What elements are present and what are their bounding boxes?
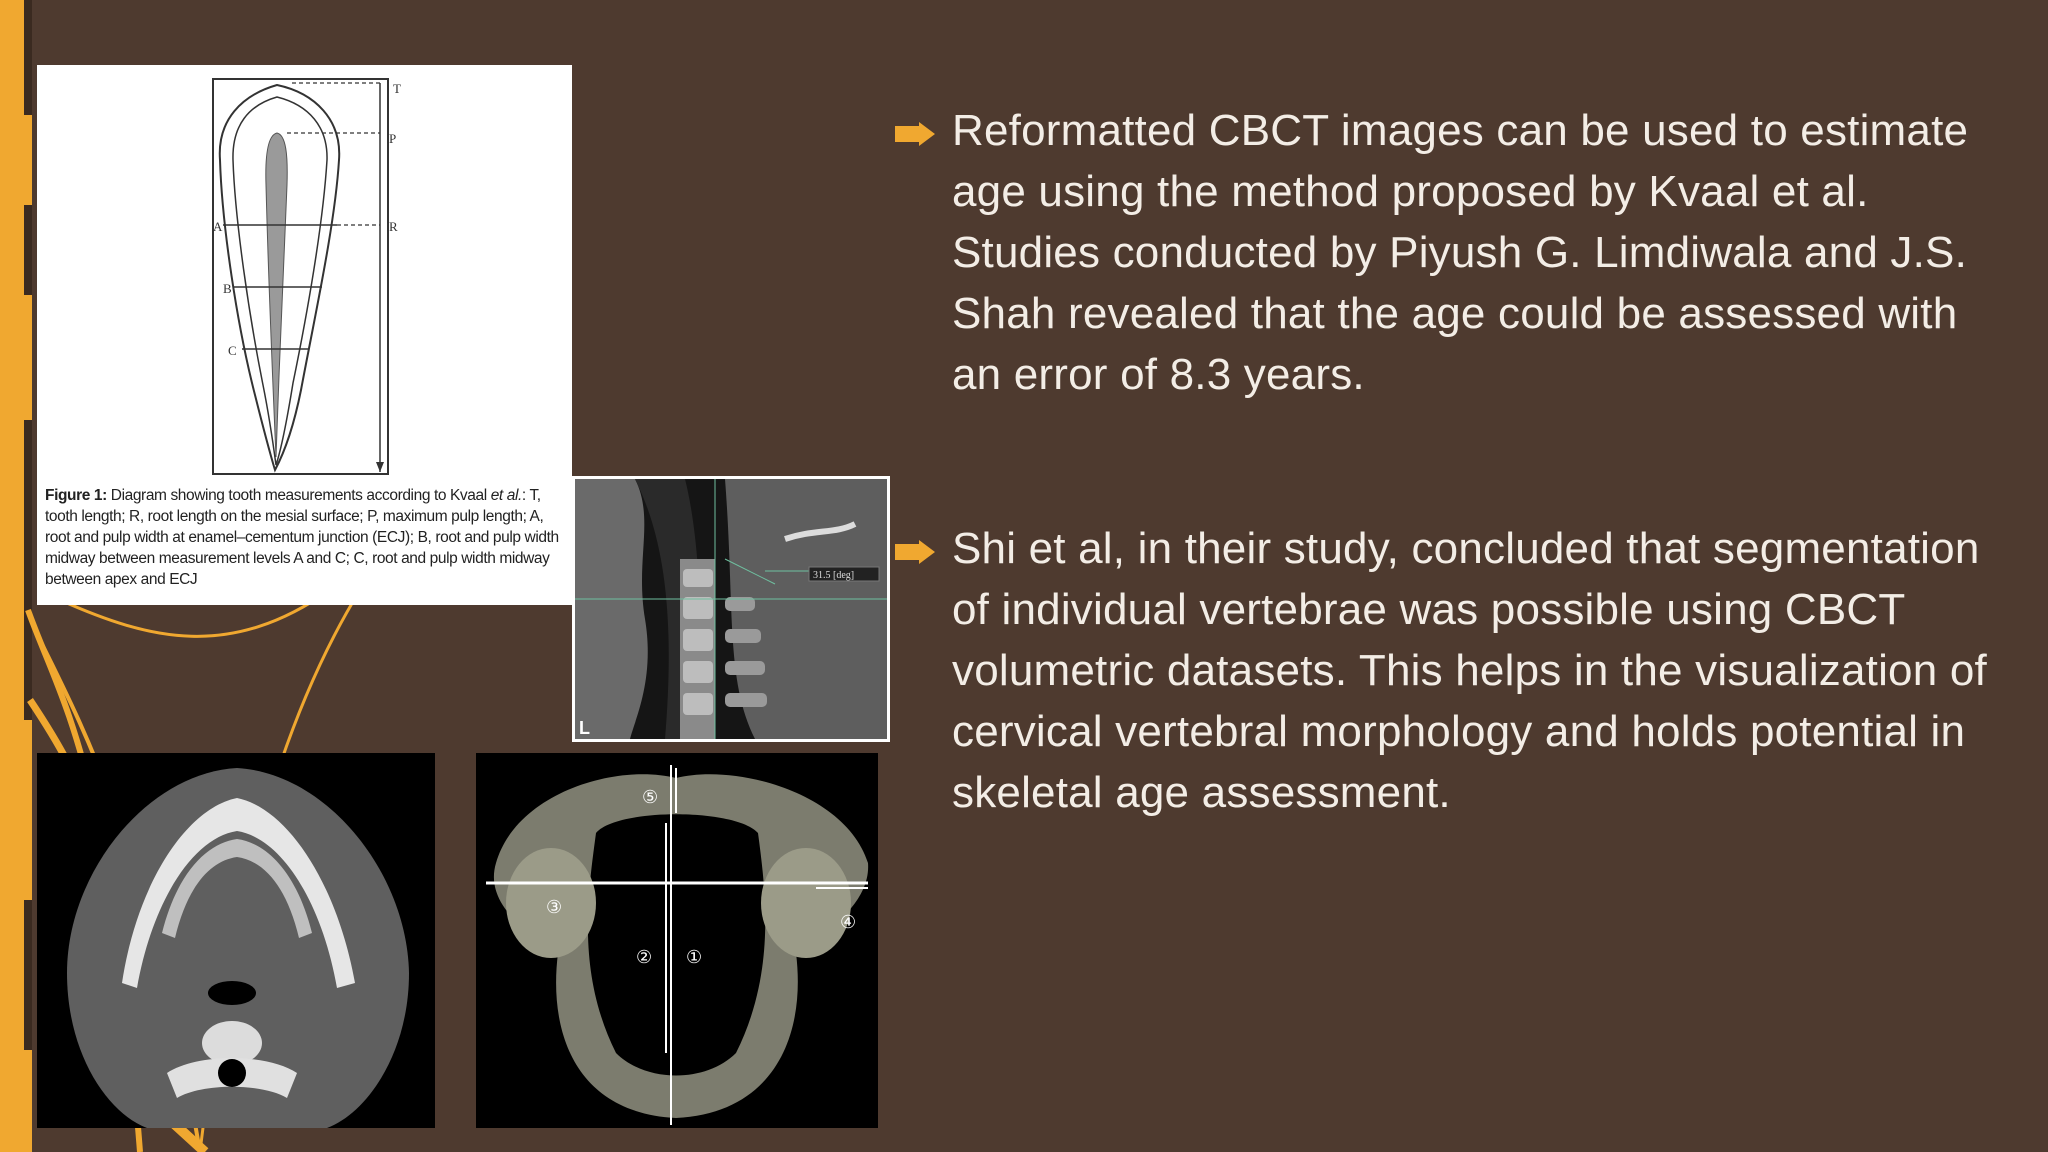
vertebra-3d-render-image bbox=[476, 753, 878, 1128]
figure-caption bbox=[45, 485, 565, 590]
marker-3: ③ bbox=[546, 897, 563, 918]
marker-1: ① bbox=[686, 947, 703, 968]
tooth-measurement-figure bbox=[37, 65, 572, 605]
label-p: P bbox=[389, 131, 397, 146]
angle-readout: 31.5 [deg] bbox=[813, 570, 855, 581]
label-r: R bbox=[389, 219, 398, 234]
orientation-label: L bbox=[579, 718, 590, 738]
bullet-text: Reformatted CBCT images can be used to estimate age using the method proposed by Kvaal et al. Studies conducted by Piyush G. Limdiwala and J.S. Shah revealed that the age could be assessed with an error of 8.3 years. bbox=[952, 106, 1969, 399]
bullet-text: Shi et al, in their study, concluded that segmentation of individual vertebrae was possible using CBCT volumetric datasets. This helps in the visualization of cervical vertebral morphology and holds potential in skeletal age assessment. bbox=[952, 524, 1987, 817]
caption-title: Figure 1: bbox=[45, 487, 107, 504]
bullet-list bbox=[895, 100, 2015, 823]
label-t: T bbox=[393, 81, 401, 96]
arrow-bullet-icon bbox=[895, 540, 935, 564]
caption-prefix: Diagram showing tooth measurements according to Kvaal bbox=[110, 487, 487, 504]
axial-mandible-scan-image bbox=[37, 753, 435, 1128]
label-b: B bbox=[223, 281, 232, 296]
arrow-bullet-icon bbox=[895, 122, 935, 146]
tooth-diagram bbox=[37, 65, 572, 485]
label-c: C bbox=[228, 343, 237, 358]
bullet-item bbox=[895, 100, 2015, 405]
marker-5: ⑤ bbox=[642, 787, 659, 808]
caption-italic: et al. bbox=[490, 487, 522, 504]
bullet-item bbox=[895, 518, 2015, 823]
cephalometric-scan-image bbox=[572, 476, 890, 742]
label-a: A bbox=[213, 219, 223, 234]
caption-body: : T, tooth length; R, root length on the mesial surface; P, maximum pulp length; A, root and pulp width at enamel–cementum junction (ECJ); B, root and pulp width midway between measurement levels A and C; C, root and pulp width midway between apex and ECJ bbox=[45, 487, 559, 588]
marker-4: ④ bbox=[840, 912, 857, 933]
marker-2: ② bbox=[636, 947, 653, 968]
